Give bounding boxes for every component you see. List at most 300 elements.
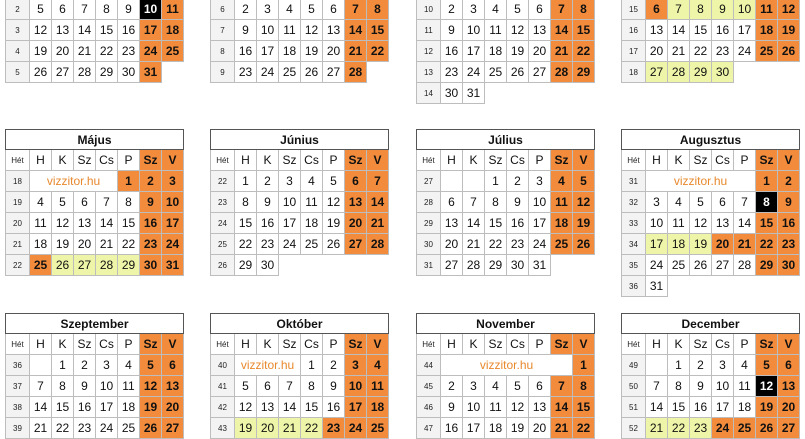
day-cell[interactable]: 13	[323, 20, 345, 41]
day-cell[interactable]: 28	[367, 234, 389, 255]
day-cell[interactable]: 6	[162, 355, 184, 376]
day-cell[interactable]: 22	[235, 234, 257, 255]
day-cell[interactable]: 5	[573, 171, 595, 192]
day-cell[interactable]: 17	[162, 213, 184, 234]
day-cell[interactable]: 26	[301, 62, 323, 83]
day-cell[interactable]: 3	[529, 171, 551, 192]
day-cell[interactable]: 16	[507, 213, 529, 234]
day-cell[interactable]: 16	[323, 397, 345, 418]
day-cell[interactable]: 12	[52, 213, 74, 234]
day-cell[interactable]: 8	[118, 192, 140, 213]
day-cell[interactable]: 13	[162, 376, 184, 397]
day-cell[interactable]: 2	[74, 355, 96, 376]
day-cell[interactable]: 2	[441, 0, 463, 20]
day-cell[interactable]: 10	[345, 376, 367, 397]
day-cell[interactable]: 8	[367, 0, 389, 20]
day-cell[interactable]: 23	[74, 418, 96, 439]
day-cell[interactable]: 23	[140, 234, 162, 255]
day-cell[interactable]: 21	[463, 234, 485, 255]
day-cell[interactable]: 16	[118, 20, 140, 41]
day-cell[interactable]: 14	[96, 213, 118, 234]
day-cell[interactable]: 2	[235, 0, 257, 20]
day-cell[interactable]: 3	[96, 355, 118, 376]
day-cell[interactable]: 30	[118, 62, 140, 83]
day-cell[interactable]: 19	[778, 20, 800, 41]
day-cell[interactable]: 16	[140, 213, 162, 234]
day-cell[interactable]: 18	[279, 41, 301, 62]
day-cell[interactable]: 25	[30, 255, 52, 276]
day-cell[interactable]: 21	[551, 41, 573, 62]
day-cell[interactable]: 31	[646, 276, 668, 297]
day-cell[interactable]: 11	[162, 0, 184, 20]
day-cell[interactable]: 9	[140, 192, 162, 213]
day-cell[interactable]: 3	[257, 0, 279, 20]
day-cell[interactable]: 29	[96, 62, 118, 83]
day-cell[interactable]: 23	[323, 418, 345, 439]
day-cell[interactable]: 2	[441, 376, 463, 397]
day-cell[interactable]: 5	[301, 0, 323, 20]
day-cell[interactable]: 19	[573, 213, 595, 234]
day-cell[interactable]: 10	[646, 213, 668, 234]
day-cell[interactable]: 12	[30, 20, 52, 41]
day-cell[interactable]: 20	[257, 418, 279, 439]
day-cell[interactable]: 22	[367, 41, 389, 62]
day-cell[interactable]: 20	[162, 397, 184, 418]
day-cell[interactable]: 6	[646, 0, 668, 20]
day-cell[interactable]: 11	[485, 20, 507, 41]
day-cell[interactable]: 6	[529, 376, 551, 397]
day-cell[interactable]: 4	[301, 171, 323, 192]
day-cell[interactable]: 10	[140, 0, 162, 20]
day-cell[interactable]: 18	[756, 20, 778, 41]
day-cell[interactable]: 5	[690, 192, 712, 213]
day-cell[interactable]: 9	[690, 376, 712, 397]
day-cell[interactable]: 26	[140, 418, 162, 439]
day-cell[interactable]: 19	[690, 234, 712, 255]
day-cell[interactable]: 18	[485, 41, 507, 62]
day-cell[interactable]: 11	[279, 20, 301, 41]
day-cell[interactable]: 12	[573, 192, 595, 213]
day-cell[interactable]: 1	[52, 355, 74, 376]
day-cell[interactable]: 30	[712, 62, 734, 83]
day-cell[interactable]: 27	[712, 255, 734, 276]
day-cell[interactable]: 22	[485, 234, 507, 255]
day-cell[interactable]: 20	[712, 234, 734, 255]
day-cell[interactable]: 24	[734, 41, 756, 62]
day-cell[interactable]: 17	[140, 20, 162, 41]
day-cell[interactable]: 20	[323, 41, 345, 62]
day-cell[interactable]: 21	[734, 234, 756, 255]
day-cell[interactable]: 17	[96, 397, 118, 418]
day-cell[interactable]: 1	[573, 355, 595, 376]
day-cell[interactable]: 7	[646, 376, 668, 397]
day-cell[interactable]: 23	[257, 234, 279, 255]
day-cell[interactable]: 20	[441, 234, 463, 255]
day-cell[interactable]: 15	[485, 213, 507, 234]
day-cell[interactable]: 11	[485, 397, 507, 418]
day-cell[interactable]: 10	[712, 376, 734, 397]
day-cell[interactable]: 19	[507, 418, 529, 439]
day-cell[interactable]: 25	[668, 255, 690, 276]
day-cell[interactable]: 9	[235, 20, 257, 41]
day-cell[interactable]: 8	[668, 376, 690, 397]
day-cell[interactable]: 17	[646, 234, 668, 255]
day-cell[interactable]: 21	[279, 418, 301, 439]
day-cell[interactable]: 8	[756, 192, 778, 213]
day-cell[interactable]: 5	[507, 376, 529, 397]
day-cell[interactable]: 4	[668, 192, 690, 213]
day-cell[interactable]: 3	[646, 192, 668, 213]
day-cell[interactable]: 29	[690, 62, 712, 83]
day-cell[interactable]: 14	[734, 213, 756, 234]
day-cell[interactable]: 29	[756, 255, 778, 276]
day-cell[interactable]: 10	[279, 192, 301, 213]
day-cell[interactable]: 21	[668, 41, 690, 62]
day-cell[interactable]: 7	[668, 0, 690, 20]
day-cell[interactable]: 7	[74, 0, 96, 20]
day-cell[interactable]: 1	[235, 171, 257, 192]
day-cell[interactable]: 21	[551, 418, 573, 439]
day-cell[interactable]: 27	[345, 234, 367, 255]
day-cell[interactable]: 6	[441, 192, 463, 213]
day-cell[interactable]: 18	[30, 234, 52, 255]
day-cell[interactable]: 3	[463, 0, 485, 20]
day-cell[interactable]: 24	[96, 418, 118, 439]
day-cell[interactable]: 29	[235, 255, 257, 276]
day-cell[interactable]: 23	[118, 41, 140, 62]
day-cell[interactable]: 20	[529, 41, 551, 62]
day-cell[interactable]: 24	[140, 41, 162, 62]
day-cell[interactable]: 4	[367, 355, 389, 376]
day-cell[interactable]: 27	[74, 255, 96, 276]
day-cell[interactable]: 16	[257, 213, 279, 234]
day-cell[interactable]: 26	[52, 255, 74, 276]
day-cell[interactable]: 4	[279, 0, 301, 20]
day-cell[interactable]: 31	[140, 62, 162, 83]
day-cell[interactable]: 24	[712, 418, 734, 439]
day-cell[interactable]: 14	[345, 20, 367, 41]
day-cell[interactable]: 4	[30, 192, 52, 213]
day-cell[interactable]: 17	[463, 418, 485, 439]
day-cell[interactable]: 30	[257, 255, 279, 276]
day-cell[interactable]: 6	[74, 192, 96, 213]
day-cell[interactable]: 18	[551, 213, 573, 234]
day-cell[interactable]: 20	[52, 41, 74, 62]
day-cell[interactable]: 28	[345, 62, 367, 83]
day-cell[interactable]: 13	[529, 20, 551, 41]
day-cell[interactable]: 23	[778, 234, 800, 255]
day-cell[interactable]: 4	[485, 0, 507, 20]
day-cell[interactable]: 23	[690, 418, 712, 439]
day-cell[interactable]: 14	[367, 192, 389, 213]
day-cell[interactable]: 29	[573, 62, 595, 83]
day-cell[interactable]: 27	[323, 62, 345, 83]
day-cell[interactable]: 19	[756, 397, 778, 418]
day-cell[interactable]: 9	[257, 192, 279, 213]
day-cell[interactable]: 21	[345, 41, 367, 62]
day-cell[interactable]: 18	[118, 397, 140, 418]
day-cell[interactable]: 27	[529, 62, 551, 83]
day-cell[interactable]: 19	[30, 41, 52, 62]
day-cell[interactable]: 28	[96, 255, 118, 276]
day-cell[interactable]: 23	[507, 234, 529, 255]
day-cell[interactable]: 19	[140, 397, 162, 418]
day-cell[interactable]: 11	[551, 192, 573, 213]
day-cell[interactable]: 8	[690, 0, 712, 20]
day-cell[interactable]: 19	[301, 41, 323, 62]
day-cell[interactable]: 13	[74, 213, 96, 234]
day-cell[interactable]: 9	[74, 376, 96, 397]
day-cell[interactable]: 25	[367, 418, 389, 439]
day-cell[interactable]: 3	[345, 355, 367, 376]
day-cell[interactable]: 28	[463, 255, 485, 276]
day-cell[interactable]: 14	[30, 397, 52, 418]
day-cell[interactable]: 29	[485, 255, 507, 276]
day-cell[interactable]: 2	[507, 171, 529, 192]
day-cell[interactable]: 26	[323, 234, 345, 255]
day-cell[interactable]: 15	[301, 397, 323, 418]
day-cell[interactable]: 5	[323, 171, 345, 192]
day-cell[interactable]: 10	[162, 192, 184, 213]
day-cell[interactable]: 14	[646, 397, 668, 418]
day-cell[interactable]: 11	[668, 213, 690, 234]
day-cell[interactable]: 10	[463, 20, 485, 41]
day-cell[interactable]: 7	[463, 192, 485, 213]
day-cell[interactable]: 21	[646, 418, 668, 439]
day-cell[interactable]: 17	[257, 41, 279, 62]
day-cell[interactable]: 16	[712, 20, 734, 41]
day-cell[interactable]: 8	[96, 0, 118, 20]
day-cell[interactable]: 26	[690, 255, 712, 276]
day-cell[interactable]: 12	[756, 376, 778, 397]
day-cell[interactable]: 6	[52, 0, 74, 20]
day-cell[interactable]: 22	[118, 234, 140, 255]
day-cell[interactable]: 20	[529, 418, 551, 439]
day-cell[interactable]: 15	[573, 397, 595, 418]
day-cell[interactable]: 22	[52, 418, 74, 439]
day-cell[interactable]: 6	[712, 192, 734, 213]
day-cell[interactable]: 17	[463, 41, 485, 62]
day-cell[interactable]: 11	[756, 0, 778, 20]
day-cell[interactable]: 7	[345, 0, 367, 20]
day-cell[interactable]: 4	[485, 376, 507, 397]
day-cell[interactable]: 22	[668, 418, 690, 439]
day-cell[interactable]: 10	[96, 376, 118, 397]
day-cell[interactable]: 1	[301, 355, 323, 376]
day-cell[interactable]: 12	[140, 376, 162, 397]
day-cell[interactable]: 9	[118, 0, 140, 20]
day-cell[interactable]: 21	[96, 234, 118, 255]
day-cell[interactable]: 24	[257, 62, 279, 83]
day-cell[interactable]: 14	[463, 213, 485, 234]
day-cell[interactable]: 24	[162, 234, 184, 255]
day-cell[interactable]: 3	[463, 376, 485, 397]
day-cell[interactable]: 10	[463, 397, 485, 418]
day-cell[interactable]: 9	[507, 192, 529, 213]
day-cell[interactable]: 18	[734, 397, 756, 418]
day-cell[interactable]: 14	[551, 20, 573, 41]
day-cell[interactable]: 15	[756, 213, 778, 234]
day-cell[interactable]: 1	[485, 171, 507, 192]
day-cell[interactable]: 17	[279, 213, 301, 234]
day-cell[interactable]: 9	[778, 192, 800, 213]
day-cell[interactable]: 15	[118, 213, 140, 234]
day-cell[interactable]: 25	[756, 41, 778, 62]
day-cell[interactable]: 7	[551, 376, 573, 397]
day-cell[interactable]: 15	[96, 20, 118, 41]
day-cell[interactable]: 24	[279, 234, 301, 255]
day-cell[interactable]: 24	[463, 62, 485, 83]
day-cell[interactable]: 19	[323, 213, 345, 234]
day-cell[interactable]: 6	[529, 0, 551, 20]
day-cell[interactable]: 28	[74, 62, 96, 83]
day-cell[interactable]: 20	[778, 397, 800, 418]
day-cell[interactable]: 15	[690, 20, 712, 41]
day-cell[interactable]: 11	[30, 213, 52, 234]
day-cell[interactable]: 7	[551, 0, 573, 20]
day-cell[interactable]: 22	[573, 418, 595, 439]
day-cell[interactable]	[463, 171, 485, 192]
day-cell[interactable]: 11	[301, 192, 323, 213]
day-cell[interactable]: 29	[118, 255, 140, 276]
day-cell[interactable]: 13	[778, 376, 800, 397]
day-cell[interactable]: 21	[367, 213, 389, 234]
day-cell[interactable]: 7	[734, 192, 756, 213]
day-cell[interactable]: 20	[646, 41, 668, 62]
day-cell[interactable]: 22	[573, 41, 595, 62]
day-cell[interactable]: 31	[463, 83, 485, 104]
day-cell[interactable]: 27	[778, 418, 800, 439]
day-cell[interactable]: 27	[646, 62, 668, 83]
day-cell[interactable]: 17	[529, 213, 551, 234]
day-cell[interactable]: 16	[778, 213, 800, 234]
day-cell[interactable]: 14	[551, 397, 573, 418]
day-cell[interactable]: 25	[162, 41, 184, 62]
day-cell[interactable]: 8	[52, 376, 74, 397]
day-cell[interactable]: 22	[690, 41, 712, 62]
day-cell[interactable]: 3	[712, 355, 734, 376]
day-cell[interactable]: 26	[778, 41, 800, 62]
day-cell[interactable]: 19	[235, 418, 257, 439]
day-cell[interactable]: 5	[30, 0, 52, 20]
day-cell[interactable]: 8	[235, 192, 257, 213]
day-cell[interactable]: 28	[668, 62, 690, 83]
day-cell[interactable]: 8	[485, 192, 507, 213]
day-cell[interactable]: 17	[712, 397, 734, 418]
day-cell[interactable]: 5	[140, 355, 162, 376]
day-cell[interactable]: 25	[118, 418, 140, 439]
day-cell[interactable]: 13	[529, 397, 551, 418]
day-cell[interactable]: 17	[345, 397, 367, 418]
day-cell[interactable]: 27	[162, 418, 184, 439]
day-cell[interactable]: 7	[96, 192, 118, 213]
day-cell[interactable]: 27	[52, 62, 74, 83]
day-cell[interactable]: 15	[52, 397, 74, 418]
day-cell[interactable]: 12	[323, 192, 345, 213]
day-cell[interactable]: 19	[52, 234, 74, 255]
day-cell[interactable]	[30, 355, 52, 376]
day-cell[interactable]: 5	[756, 355, 778, 376]
day-cell[interactable]: 1	[668, 355, 690, 376]
day-cell[interactable]: 23	[441, 62, 463, 83]
day-cell[interactable]: 2	[323, 355, 345, 376]
day-cell[interactable]: 22	[756, 234, 778, 255]
day-cell[interactable]: 18	[485, 418, 507, 439]
day-cell[interactable]: 10	[529, 192, 551, 213]
day-cell[interactable]: 4	[551, 171, 573, 192]
day-cell[interactable]: 16	[441, 418, 463, 439]
day-cell[interactable]: 1	[756, 171, 778, 192]
day-cell[interactable]: 30	[778, 255, 800, 276]
day-cell[interactable]: 13	[345, 192, 367, 213]
day-cell[interactable]: 15	[668, 397, 690, 418]
day-cell[interactable]: 5	[507, 0, 529, 20]
day-cell[interactable]: 25	[279, 62, 301, 83]
day-cell[interactable]: 2	[257, 171, 279, 192]
day-cell[interactable]: 11	[118, 376, 140, 397]
day-cell[interactable]: 8	[573, 376, 595, 397]
day-cell[interactable]: 30	[507, 255, 529, 276]
day-cell[interactable]: 13	[52, 20, 74, 41]
day-cell[interactable]: 25	[485, 62, 507, 83]
day-cell[interactable]: 21	[30, 418, 52, 439]
day-cell[interactable]: 25	[551, 234, 573, 255]
day-cell[interactable]: 12	[778, 0, 800, 20]
day-cell[interactable]: 22	[301, 418, 323, 439]
day-cell[interactable]: 31	[529, 255, 551, 276]
day-cell[interactable]: 7	[279, 376, 301, 397]
day-cell[interactable]: 24	[646, 255, 668, 276]
day-cell[interactable]: 18	[301, 213, 323, 234]
day-cell[interactable]: 5	[235, 376, 257, 397]
day-cell[interactable]: 13	[646, 20, 668, 41]
day-cell[interactable]: 4	[118, 355, 140, 376]
day-cell[interactable]: 17	[734, 20, 756, 41]
day-cell[interactable]: 13	[712, 213, 734, 234]
day-cell[interactable]: 8	[573, 0, 595, 20]
day-cell[interactable]: 30	[441, 83, 463, 104]
day-cell[interactable]: 26	[507, 62, 529, 83]
day-cell[interactable]: 12	[507, 20, 529, 41]
day-cell[interactable]: 7	[367, 171, 389, 192]
day-cell[interactable]: 20	[74, 234, 96, 255]
day-cell[interactable]: 13	[257, 397, 279, 418]
day-cell[interactable]: 13	[441, 213, 463, 234]
day-cell[interactable]: 11	[734, 376, 756, 397]
day-cell[interactable]: 12	[507, 397, 529, 418]
day-cell[interactable]: 30	[140, 255, 162, 276]
day-cell[interactable]: 24	[345, 418, 367, 439]
day-cell[interactable]: 7	[30, 376, 52, 397]
day-cell[interactable]: 16	[235, 41, 257, 62]
day-cell[interactable]: 2	[140, 171, 162, 192]
day-cell[interactable]: 3	[279, 171, 301, 192]
day-cell[interactable]: 9	[323, 376, 345, 397]
day-cell[interactable]: 12	[301, 20, 323, 41]
day-cell[interactable]: 18	[162, 20, 184, 41]
day-cell[interactable]: 12	[690, 213, 712, 234]
day-cell[interactable]: 23	[712, 41, 734, 62]
day-cell[interactable]: 9	[441, 20, 463, 41]
day-cell[interactable]	[441, 171, 463, 192]
day-cell[interactable]: 6	[323, 0, 345, 20]
day-cell[interactable]: 25	[301, 234, 323, 255]
day-cell[interactable]: 14	[74, 20, 96, 41]
day-cell[interactable]: 14	[668, 20, 690, 41]
day-cell[interactable]: 31	[162, 255, 184, 276]
day-cell[interactable]: 8	[301, 376, 323, 397]
day-cell[interactable]: 9	[441, 397, 463, 418]
